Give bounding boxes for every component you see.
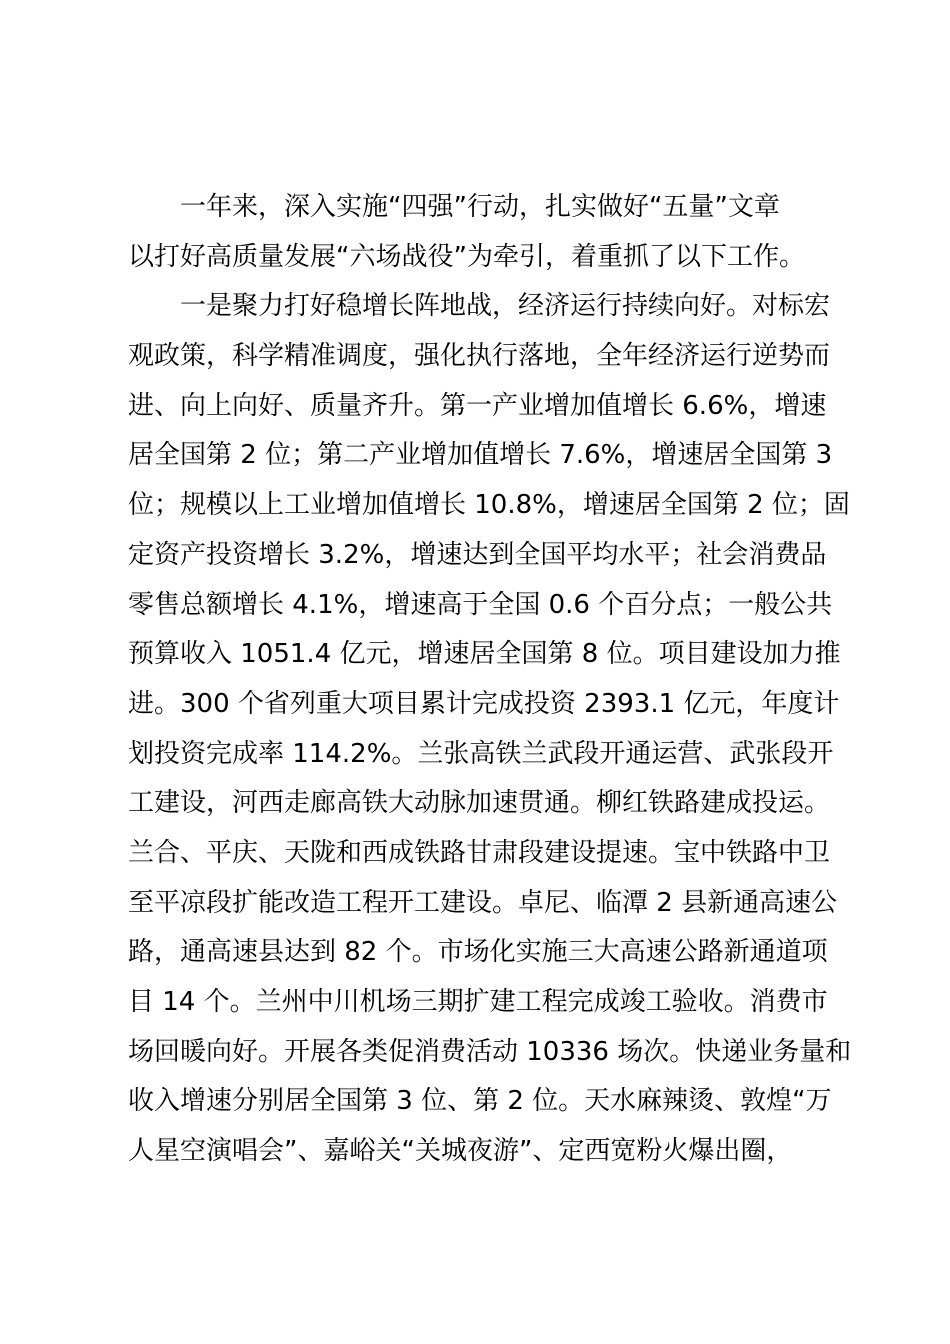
paragraph-2-line-17: 收入增速分别居全国第 3 位、第 2 位。天水麻辣烫、敦煌“万 (128, 1086, 832, 1117)
paragraph-2-line-1: 一是聚力打好稳增长阵地战，经济运行持续向好。对标宏 (180, 291, 831, 322)
paragraph-2-line-4: 居全国第 2 位；第二产业增加值增长 7.6%，增速居全国第 3 (128, 440, 833, 471)
paragraph-2-line-11: 工建设，河西走廊高铁大动脉加速贯通。柳红铁路建成投运。 (128, 788, 831, 819)
paragraph-2-line-5: 位；规模以上工业增加值增长 10.8%，增速居全国第 2 位；固 (128, 490, 850, 521)
paragraph-2-line-12: 兰合、平庆、天陇和西成铁路甘肃段建设提速。宝中铁路中卫 (128, 837, 831, 868)
paragraph-2-line-7: 零售总额增长 4.1%，增速高于全国 0.6 个百分点；一般公共 (128, 589, 833, 620)
paragraph-2-line-16: 场回暖向好。开展各类促消费活动 10336 场次。快递业务量和 (128, 1036, 852, 1067)
paragraph-1-line-1: 一年来，深入实施“四强”行动，扎实做好“五量”文章 (180, 192, 780, 222)
paragraph-2-line-13: 至平凉段扩能改造工程开工建设。卓尼、临潭 2 县新通高速公 (128, 887, 838, 918)
paragraph-1-line-2: 以打好高质量发展“六场战役”为牵引，着重抓了以下工作。 (128, 241, 805, 272)
paragraph-2-line-10: 划投资完成率 114.2%。兰张高铁兰武段开通运营、武张段开 (128, 738, 834, 769)
paragraph-2-line-18: 人星空演唱会”、嘉峪关“关城夜游”、定西宽粉火爆出圈， (128, 1136, 793, 1167)
paragraph-2-line-14: 路，通高速县达到 82 个。市场化实施三大高速公路新通道项 (128, 937, 828, 968)
paragraph-2-line-8: 预算收入 1051.4 亿元，增速居全国第 8 位。项目建设加力推 (128, 639, 841, 670)
paragraph-2-line-6: 定资产投资增长 3.2%，增速达到全国平均水平；社会消费品 (128, 539, 827, 570)
paragraph-2-line-2: 观政策，科学精准调度，强化执行落地，全年经济运行逆势而 (128, 341, 831, 372)
paragraph-2-line-3: 进、向上向好、质量齐升。第一产业增加值增长 6.6%，增速 (128, 390, 827, 421)
paragraph-2-line-15: 目 14 个。兰州中川机场三期扩建工程完成竣工验收。消费市 (128, 987, 828, 1017)
document-body (128, 183, 852, 1177)
paragraph-2-line-9: 进。300 个省列重大项目累计完成投资 2393.1 亿元，年度计 (128, 688, 840, 719)
